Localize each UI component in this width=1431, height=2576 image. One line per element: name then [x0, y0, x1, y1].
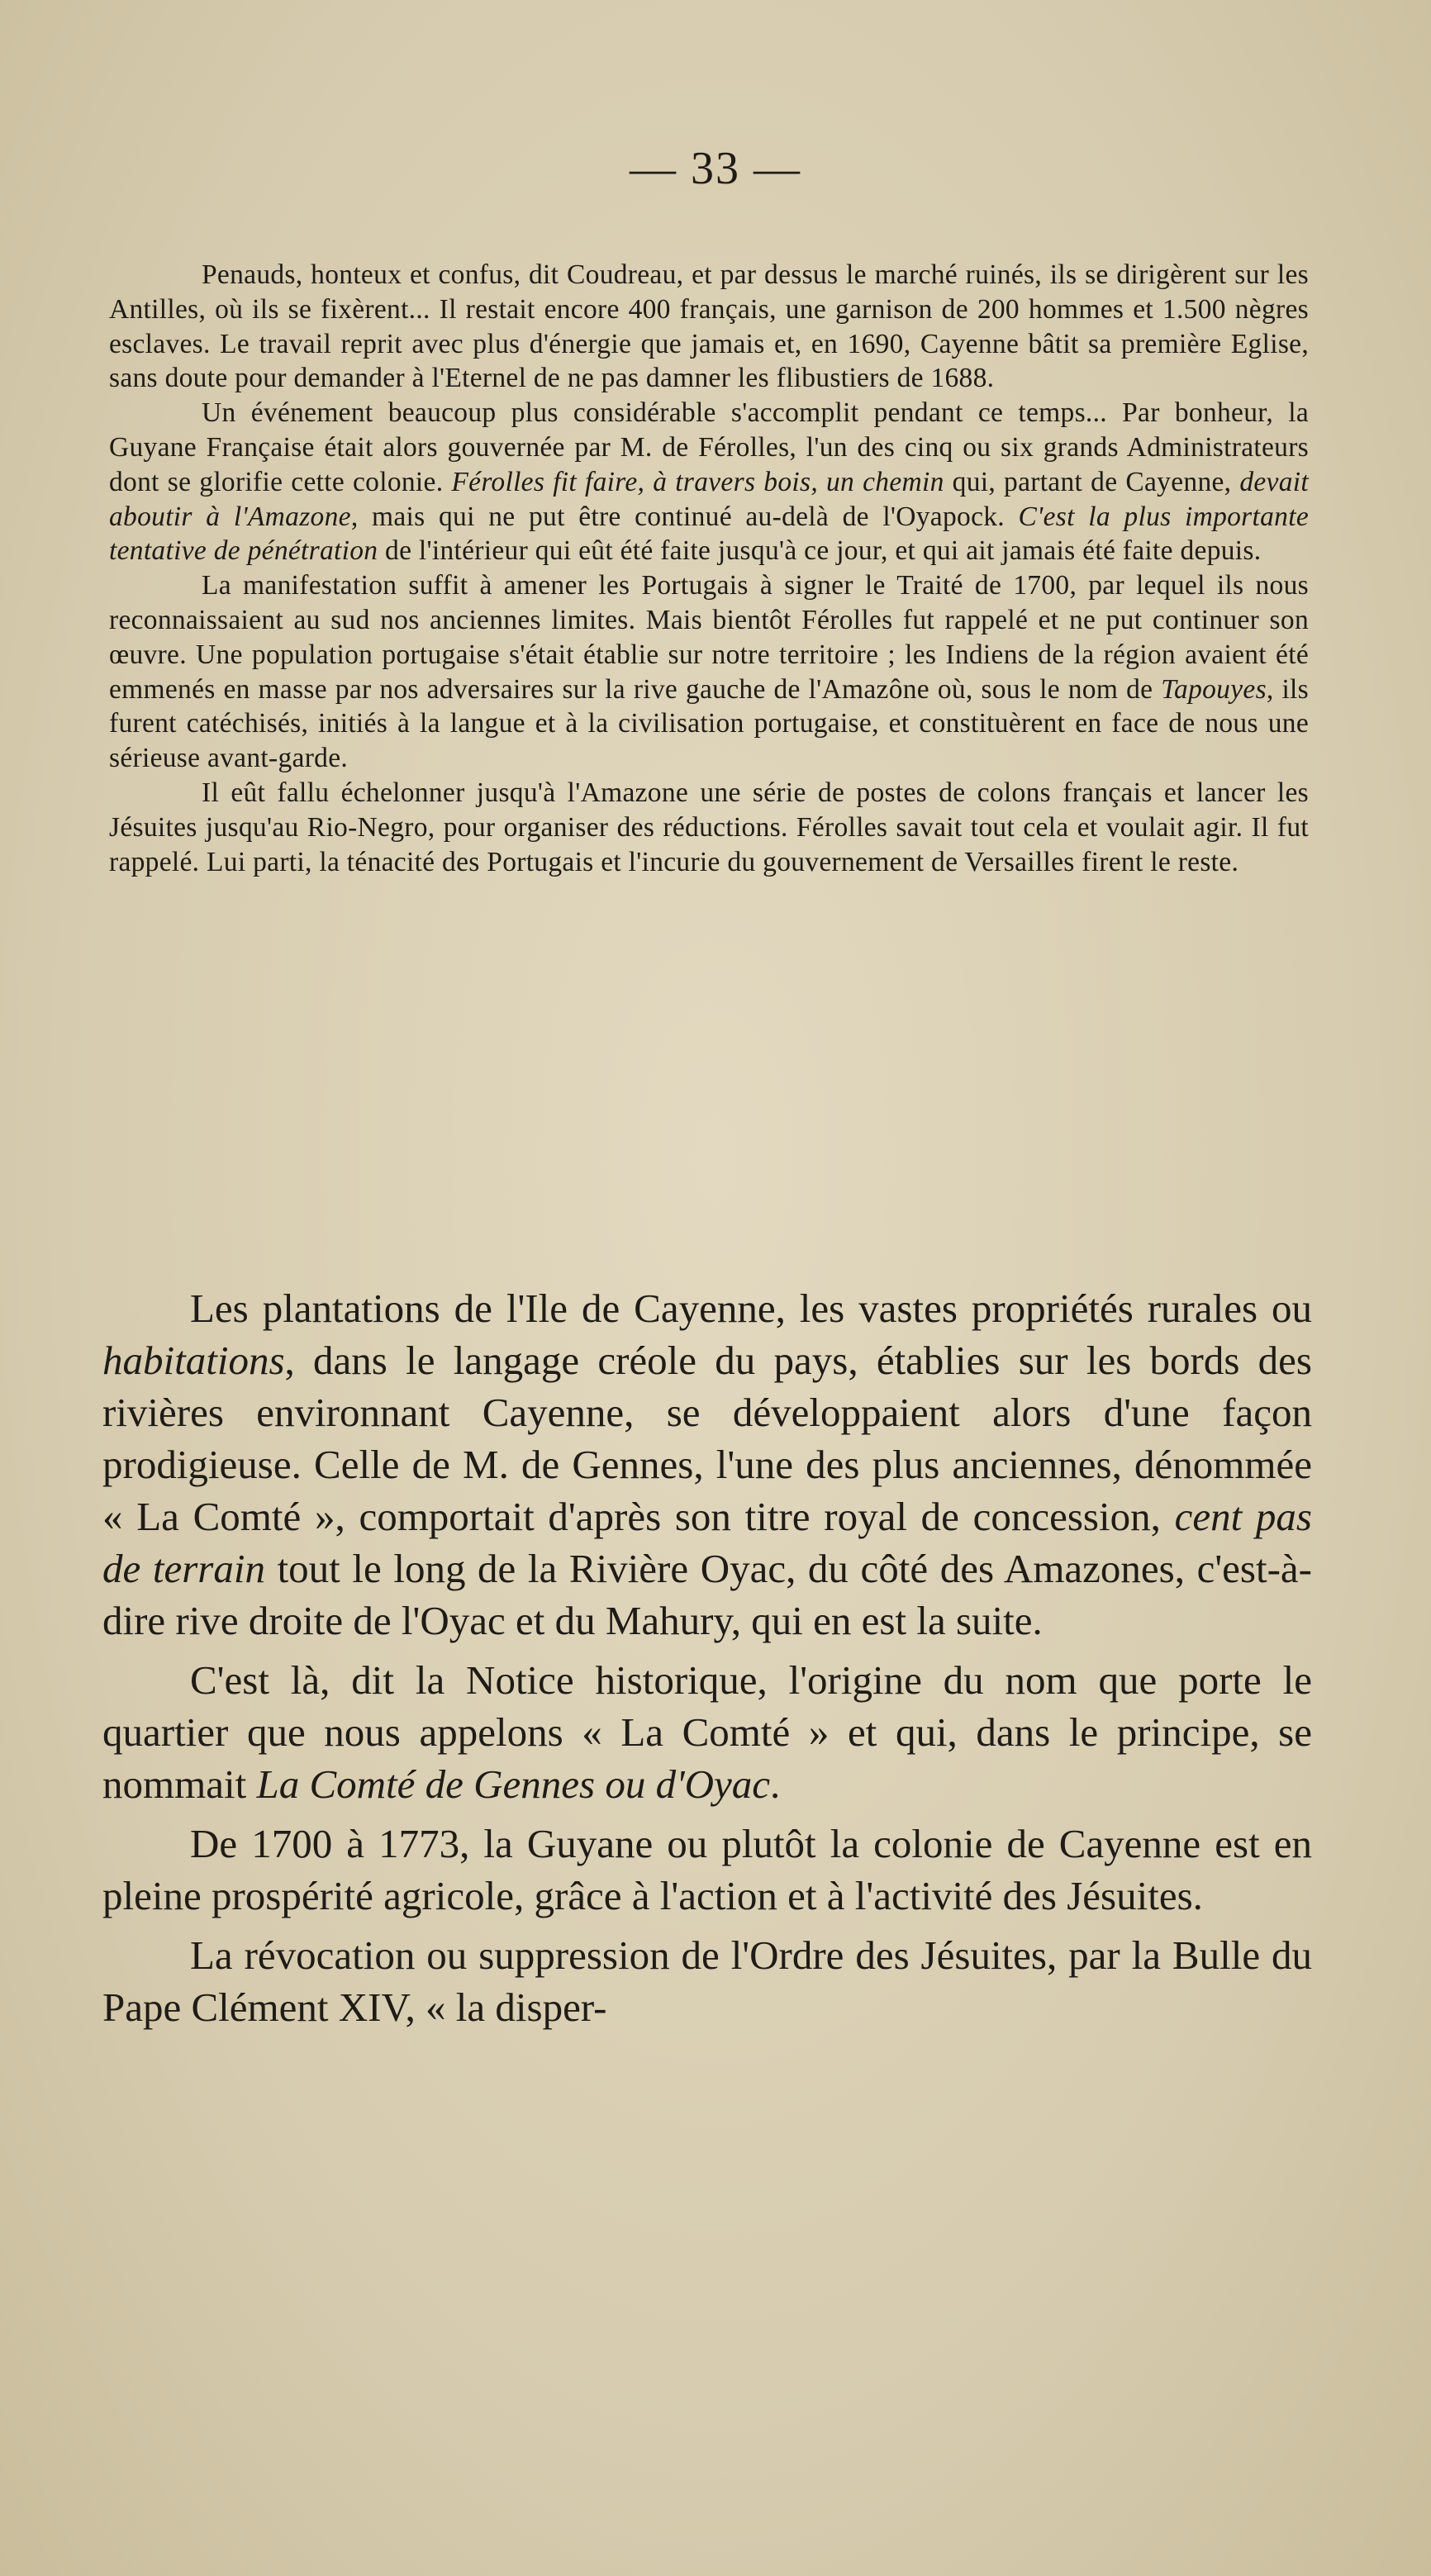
paragraph	[109, 396, 1309, 568]
italic-run: devait aboutir à l'Amazone	[109, 466, 1309, 532]
italic-run: habitations	[102, 1338, 285, 1383]
paragraph	[109, 568, 1309, 776]
text-run: C'est là, dit la Notice historique, l'origine du nom que porte le quartier que nous appelons « La Comté » et qui, dans le principe, se nommait	[102, 1657, 1312, 1807]
text-run: , mais qui ne put être continué au-delà de l'Oyapock.	[350, 501, 1019, 532]
page-number: — 33 —	[630, 143, 801, 194]
italic-run: C'est la plus importante tentative de pénétration	[109, 501, 1309, 567]
text-run: Il eût fallu échelonner jusqu'à l'Amazone une série de postes de colons français et lancer les Jésuites jusqu'au Rio-Negro, pour organiser des réductions. Férolles savait tout cela et voulait agir. Il fut rappelé. Lui parti, la ténacité des Portugais et l'incurie du gouvernement de Versailles firent le reste.	[109, 777, 1309, 877]
text-run: Les plantations de l'Ile de Cayenne, les vastes propriétés rurales ou	[190, 1286, 1312, 1331]
italic-run: La Comté de Gennes ou d'Oyac	[256, 1761, 770, 1807]
text-run: La manifestation suffit à amener les Portugais à signer le Traité de 1700, par lequel ils nous reconnaissaient au sud nos anciennes limites. Mais bientôt Férolles fut rappelé et ne put continuer son œuvre. Une population portugaise s'était établie sur notre territoire ; les Indiens de la région avaient été emmenés en masse par nos adversaires sur la rive gauche de l'Amazône où, sous le nom de	[109, 570, 1309, 705]
text-run: Un événement beaucoup plus considérable s'accomplit pendant ce temps... Par bonheur, la Guyane Française était alors gouvernée par M. de Férolles, l'un des cinq ou six grands Administrateurs dont se glorifie cette colonie.	[109, 397, 1309, 497]
paragraph	[102, 1818, 1312, 1922]
italic-run: Tapouyes	[1161, 673, 1267, 705]
text-run: .	[769, 1761, 781, 1807]
small-text-block	[109, 258, 1309, 879]
text-run: Penauds, honteux et confus, dit Coudreau, et par dessus le marché ruinés, ils se dirigèrent sur les Antilles, où ils se fixèrent... Il restait encore 400 français, une garnison de 200 hommes et 1.500 nègres esclaves. Le travail reprit avec plus d'énergie que jamais et, en 1690, Cayenne bâtit sa première Eglise, sans doute pour demander à l'Eternel de ne pas damner les flibustiers de 1688.	[109, 259, 1309, 394]
italic-run: Férolles fit faire, à travers bois, un chemin	[451, 466, 944, 497]
text-run: , ils furent catéchisés, initiés à la langue et à la civilisation portugaise, et constituèrent en face de nous une sérieuse avant-garde.	[109, 673, 1309, 774]
text-run: tout le long de la Rivière Oyac, du côté des Amazones, c'est-à-dire rive droite de l'Oyac et du Mahury, qui en est la suite.	[102, 1546, 1312, 1643]
italic-run: cent pas de terrain	[102, 1494, 1312, 1591]
paragraph	[109, 258, 1309, 396]
paragraph	[102, 1654, 1312, 1810]
text-run: qui, partant de Cayenne,	[944, 466, 1240, 497]
text-run: de l'intérieur qui eût été faite jusqu'à ce jour, et qui ait jamais été faite depuis.	[378, 535, 1262, 567]
text-run: La révocation ou suppression de l'Ordre des Jésuites, par la Bulle du Pape Clément XIV, « la disper-	[102, 1932, 1312, 2030]
paragraph	[102, 1282, 1312, 1647]
paragraph	[102, 1929, 1312, 2033]
text-run: De 1700 à 1773, la Guyane ou plutôt la colonie de Cayenne est en pleine prospérité agricole, grâce à l'action et à l'activité des Jésuites.	[102, 1821, 1312, 1918]
paragraph	[109, 776, 1309, 879]
large-text-block	[102, 1282, 1312, 2033]
text-run: , dans le langage créole du pays, établies sur les bords des rivières environnant Cayenne, se développaient alors d'une façon prodigieuse. Celle de M. de Gennes, l'une des plus anciennes, dénommée « La Comté », comportait d'après son titre royal de concession,	[102, 1338, 1312, 1539]
